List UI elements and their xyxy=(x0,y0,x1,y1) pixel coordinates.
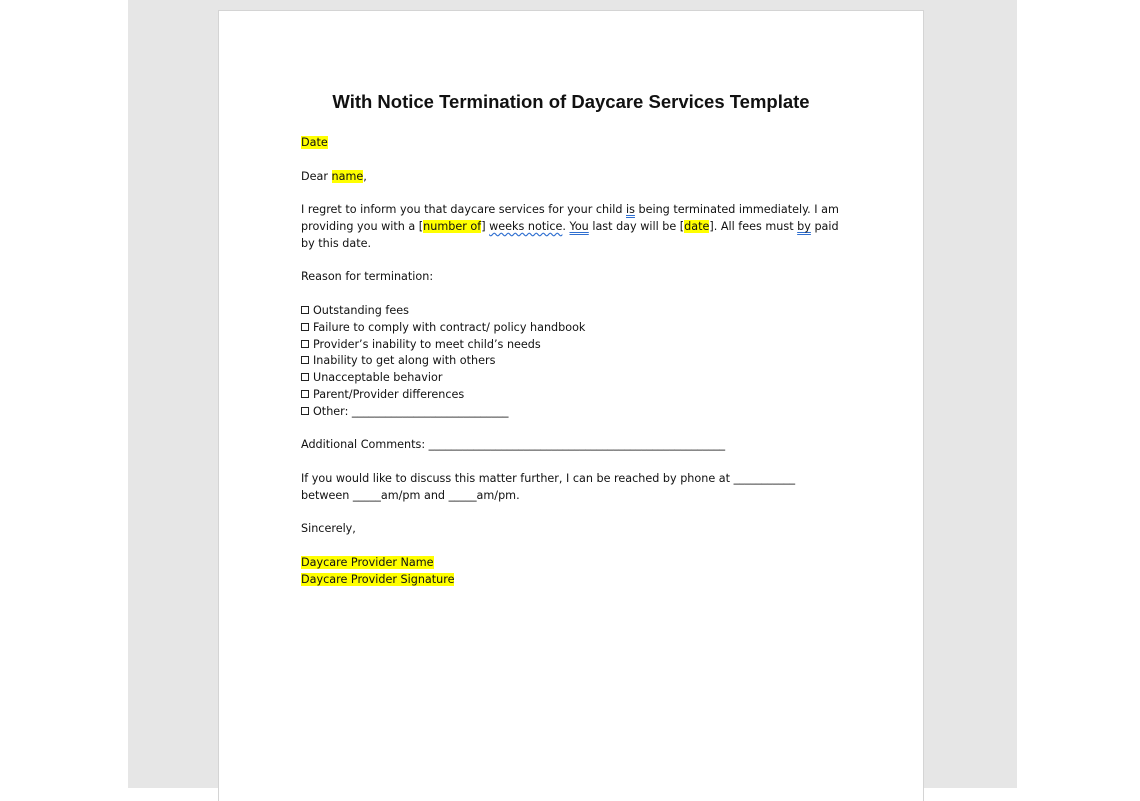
salutation xyxy=(301,169,841,186)
checkbox-icon xyxy=(301,340,309,348)
grammar-flag-weeks-notice: weeks notice xyxy=(489,219,563,233)
text-run: I regret to inform you that daycare services for your child xyxy=(301,203,626,217)
reason-item xyxy=(301,387,841,404)
reason-label: Failure to comply with contract/ policy handbook xyxy=(313,320,586,334)
number-of-placeholder: number of xyxy=(423,219,482,233)
reason-item xyxy=(301,370,841,387)
grammar-flag-by: by xyxy=(797,219,811,233)
reason-item xyxy=(301,320,841,337)
checkbox-icon xyxy=(301,323,309,331)
reason-item xyxy=(301,337,841,354)
checkbox-icon xyxy=(301,407,309,415)
notice-paragraph xyxy=(301,202,841,252)
reason-label: Unacceptable behavior xyxy=(313,371,443,385)
checkbox-icon xyxy=(301,306,309,314)
reason-label: Outstanding fees xyxy=(313,303,409,317)
reason-label: Other: ____________________________ xyxy=(313,404,509,418)
salutation-suffix: , xyxy=(363,169,367,183)
checkbox-icon xyxy=(301,390,309,398)
text-run: last day will be [ xyxy=(588,219,685,233)
date-bracket-placeholder: date xyxy=(684,219,710,233)
contact-hours-line: between _____am/pm and _____am/pm. xyxy=(301,488,520,502)
text-run: being terminated immediately. I am providing you with a [ xyxy=(301,203,839,233)
closing: Sincerely, xyxy=(301,522,356,536)
grammar-flag-is: is xyxy=(626,203,635,217)
contact-line: If you would like to discuss this matter further, I can be reached by phone at ___________ xyxy=(301,471,796,485)
salutation-prefix: Dear xyxy=(301,169,332,183)
provider-signature-placeholder: Daycare Provider Signature xyxy=(301,572,455,586)
text-run: ]. All fees must xyxy=(709,219,798,233)
provider-name-line xyxy=(301,555,841,572)
document-title: With Notice Termination of Daycare Services Template xyxy=(332,91,810,112)
checkbox-icon xyxy=(301,373,309,381)
reason-label: Provider’s inability to meet child’s needs xyxy=(313,337,541,351)
provider-name-placeholder: Daycare Provider Name xyxy=(301,555,434,569)
date-line xyxy=(301,135,841,152)
additional-comments: Additional Comments: _____________________________________________________ xyxy=(301,438,726,452)
reason-label: Parent/Provider differences xyxy=(313,387,465,401)
date-placeholder: Date xyxy=(301,136,328,149)
reason-item xyxy=(301,303,841,320)
reason-heading: Reason for termination: xyxy=(301,270,434,284)
reason-item xyxy=(301,353,841,370)
text-run: ] xyxy=(481,219,490,233)
grammar-flag-you: You xyxy=(569,219,589,233)
text-run: . xyxy=(562,219,570,233)
document-page xyxy=(218,10,924,801)
checkbox-icon xyxy=(301,356,309,364)
letter-body xyxy=(301,135,841,589)
reason-item xyxy=(301,404,841,421)
name-placeholder: name xyxy=(331,169,364,183)
reason-label: Inability to get along with others xyxy=(313,354,496,368)
text-run: paid by this date. xyxy=(301,219,839,250)
provider-signature-line xyxy=(301,572,841,589)
